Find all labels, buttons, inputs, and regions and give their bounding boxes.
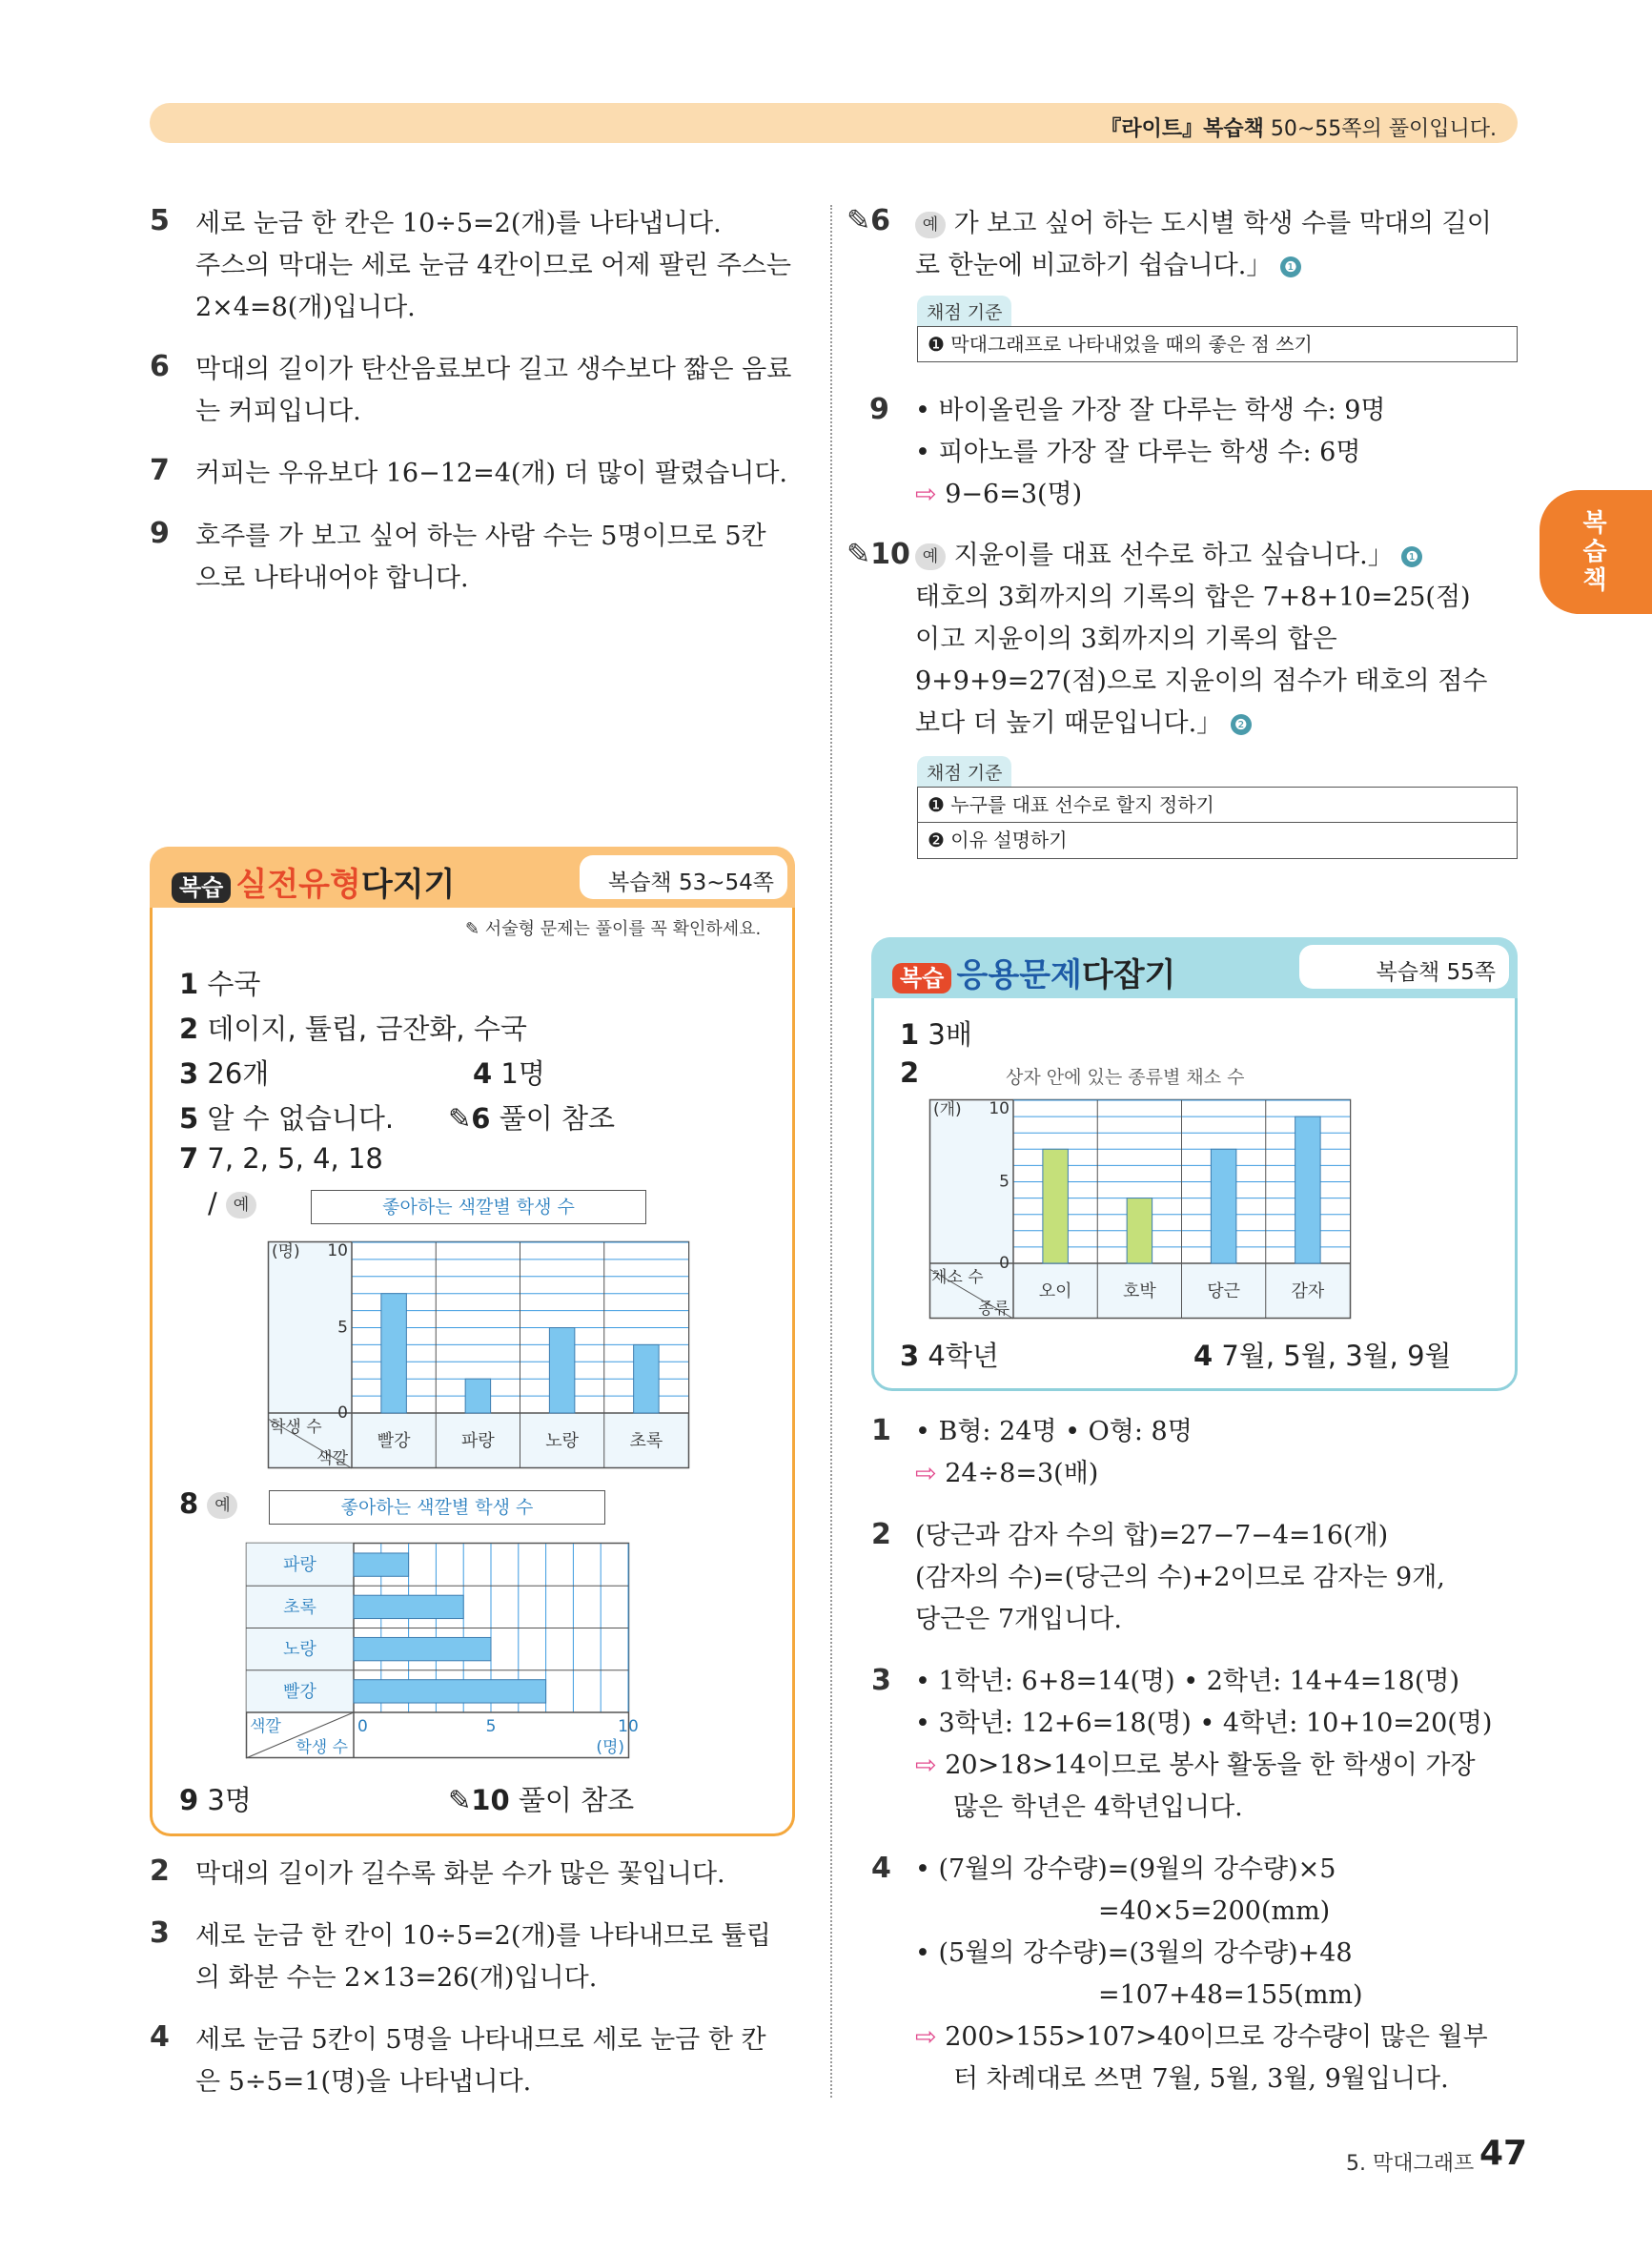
example-badge: 예 (915, 212, 946, 238)
title-part-b: 다지기 (360, 866, 456, 904)
apply-answer-1 (900, 1014, 972, 1053)
answer-value: 풀이 참조 (499, 1102, 615, 1135)
text-line: • (5월의 강수량)=(3월의 강수량)+48 (915, 1938, 1353, 1968)
question-number: 3 (150, 1916, 170, 1950)
question-number: 4 (150, 2020, 170, 2054)
side-tab-char: 책 (1582, 566, 1607, 595)
solution-text (915, 390, 1525, 516)
text-line: 으로 나타내어야 합니다. (195, 563, 469, 593)
text-line: 9+9+9=27(점)으로 지윤이의 점수가 태호의 점수 (915, 666, 1488, 696)
bar-노랑 (549, 1328, 574, 1414)
solution-text (195, 516, 766, 600)
number-text: 10 (870, 538, 910, 571)
text-line: • 1학년: 6+8=14(명) • 2학년: 14+4=18(명) (915, 1667, 1460, 1696)
category-label: 파랑 (460, 1431, 495, 1451)
solution-text (195, 349, 791, 433)
title-part-b: 다잡기 (1081, 956, 1176, 994)
category-label: 빨강 (283, 1681, 316, 1702)
marker-1-icon: ❶ (1401, 546, 1422, 567)
bar-당근 (1211, 1149, 1235, 1263)
apply-answer-2 (900, 1056, 919, 1089)
criteria-tag: 채점 기준 (917, 756, 1011, 788)
corner-top-label: 색깔 (250, 1717, 281, 1736)
solution-text (195, 453, 787, 495)
review-badge: 복습 (172, 872, 231, 903)
bar-파랑 (354, 1553, 409, 1576)
result-text: 200>155>107>40이므로 강수량이 많은 월부 (945, 2022, 1488, 2052)
answer-1 (179, 963, 260, 1002)
answer-number: 3 (900, 1340, 920, 1372)
question-number: 1 (871, 1414, 891, 1447)
text-line: 로 한눈에 비교하기 쉽습니다.」 (915, 251, 1273, 280)
page-ref: 복습책 55쪽 (1299, 945, 1509, 989)
example-badge: 예 (915, 543, 946, 570)
arrow-icon: ⇨ (915, 1751, 937, 1780)
answer-value: 4학년 (928, 1340, 999, 1372)
text-line: 세로 눈금 한 칸이 10÷5=2(개)를 나타내므로 튤립 (195, 1921, 771, 1951)
apply-answer-4 (1193, 1335, 1452, 1374)
text-line: 세로 눈금 5칸이 5명을 나타내므로 세로 눈금 한 칸 (195, 2025, 766, 2055)
answer-value: 풀이 참조 (518, 1784, 635, 1816)
answer-number: 1 (179, 968, 199, 1000)
answer-value: 데이지, 튤립, 금잔화, 수국 (207, 1013, 527, 1045)
question-number: ✎6 (846, 204, 891, 237)
answer-number: 5 (179, 1102, 199, 1135)
y-tick-label: 0 (337, 1403, 348, 1423)
example-badge: 예 (226, 1192, 256, 1219)
text-line: (감자의 수)=(당근의 수)+2이므로 감자는 9개, (915, 1563, 1445, 1592)
answer-number: ✎6 (448, 1102, 491, 1135)
question-number: 4 (871, 1852, 891, 1885)
section-side-tab (1540, 490, 1652, 614)
bar-감자 (1295, 1116, 1320, 1263)
answer-number: 3 (179, 1057, 199, 1090)
category-label: 초록 (629, 1431, 663, 1451)
bar-파랑 (465, 1379, 490, 1413)
criteria-row: ❷ 이유 설명하기 (917, 823, 1518, 859)
column-divider (830, 205, 832, 2098)
text-line: • B형: 24명 • O형: 8명 (915, 1417, 1193, 1446)
answer-value: 7월, 5월, 3월, 9월 (1221, 1340, 1452, 1372)
category-label: 노랑 (545, 1431, 580, 1451)
apply-answer-3 (900, 1335, 999, 1374)
answer-number: 1 (900, 1018, 920, 1051)
x-tick-label: 10 (618, 1717, 639, 1736)
question-number: 7 (150, 454, 170, 487)
corner-top-label: 채소 수 (931, 1268, 984, 1287)
result-text: 20>18>14이므로 봉사 활동을 한 학생이 가장 (945, 1751, 1476, 1780)
marker-2-icon: ❷ (1231, 714, 1252, 735)
answer-value: 3명 (207, 1784, 252, 1816)
solution-text (915, 203, 1525, 287)
marker-1-icon: ❶ (1280, 256, 1301, 277)
arrow-icon: ⇨ (915, 2022, 937, 2052)
question-number: 3 (871, 1664, 891, 1697)
bar-초록 (354, 1595, 463, 1618)
category-label: 호박 (1122, 1281, 1156, 1301)
text-line: =40×5=200(mm) (1098, 1896, 1331, 1926)
question-number: ✎10 (846, 538, 910, 571)
x-unit-label: (명) (596, 1738, 624, 1757)
answer-value: 알 수 없습니다. (207, 1102, 395, 1135)
question-number: 2 (150, 1854, 170, 1888)
question-number: 5 (150, 204, 170, 237)
answer-2 (179, 1008, 527, 1047)
text-line: • (7월의 강수량)=(9월의 강수량)×5 (915, 1854, 1336, 1884)
solution-text (915, 1515, 1525, 1641)
category-label: 오이 (1038, 1281, 1072, 1301)
question-number: 9 (150, 517, 170, 550)
answer-6 (448, 1097, 615, 1137)
solution-text (915, 1661, 1525, 1829)
answer-number: 8 (179, 1487, 199, 1520)
category-label: 노랑 (283, 1639, 316, 1660)
result-text: 많은 학년은 4학년입니다. (953, 1792, 1243, 1822)
category-label: 당근 (1207, 1281, 1241, 1301)
slash-mark: / (208, 1187, 217, 1219)
text-line: 은 5÷5=1(명)을 나타냅니다. (195, 2067, 532, 2097)
arrow-icon: ⇨ (915, 1459, 937, 1488)
solution-text (195, 1854, 725, 1895)
chart-3-vegetables (929, 1099, 1351, 1319)
banner-book: 『라이트』복습책 (1100, 117, 1264, 141)
answer-value: 7, 2, 5, 4, 18 (207, 1142, 383, 1175)
text-line: 주스의 막대는 세로 눈금 4칸이므로 어제 팔린 주스는 (195, 251, 791, 280)
chart-2-favorite-color-horizontal (246, 1543, 639, 1758)
criteria-tag: 채점 기준 (917, 296, 1011, 327)
side-tab-char: 복 (1582, 509, 1607, 538)
y-tick-label: 5 (337, 1318, 348, 1338)
number-text: 6 (870, 204, 891, 237)
text-line: 커피는 우유보다 16−12=4(개) 더 많이 팔렸습니다. (195, 459, 788, 488)
apply-title (892, 949, 1175, 995)
chart-2-title: 좋아하는 색깔별 학생 수 (269, 1490, 605, 1525)
text-line: 보다 더 높기 때문입니다.」 (915, 708, 1223, 738)
answer-10 (448, 1779, 634, 1818)
bar-오이 (1043, 1149, 1068, 1263)
corner-top-label: 학생 수 (270, 1418, 322, 1437)
solution-text (915, 1411, 1525, 1495)
y-unit-label: (명) (272, 1242, 300, 1261)
chart-3-title: 상자 안에 있는 종류별 채소 수 (1006, 1067, 1245, 1088)
question-number: 6 (150, 350, 170, 383)
answer-9 (179, 1779, 252, 1818)
solution-text (915, 1849, 1525, 2100)
answer-number: 2 (179, 1013, 199, 1045)
answer-8 (179, 1487, 237, 1520)
text-line: • 바이올린을 가장 잘 다루는 학생 수: 9명 (915, 396, 1386, 425)
banner-text: 50~55쪽의 풀이입니다. (1263, 117, 1497, 141)
text-line: =107+48=155(mm) (1098, 1980, 1363, 2010)
answer-7 (179, 1142, 383, 1175)
question-number: 9 (869, 393, 889, 426)
chart-1-title: 좋아하는 색깔별 학생 수 (311, 1190, 646, 1224)
text-line: • 3학년: 12+6=18(명) • 4학년: 10+10=20(명) (915, 1709, 1493, 1738)
answer-number: 7 (179, 1142, 199, 1175)
title-part-a: 실전유형 (235, 866, 361, 904)
answer-value: 26개 (207, 1057, 270, 1090)
y-tick-label: 10 (327, 1241, 348, 1260)
corner-bottom-label: 색깔 (316, 1449, 348, 1468)
answer-number: ✎10 (448, 1784, 510, 1816)
text-line: 막대의 길이가 탄산음료보다 길고 생수보다 짧은 음료 (195, 355, 792, 384)
category-label: 파랑 (283, 1555, 316, 1576)
bar-초록 (634, 1344, 659, 1413)
criteria-row: ❶ 누구를 대표 선수로 할지 정하기 (917, 787, 1518, 823)
answer-7-graph-label (208, 1187, 256, 1219)
text-line: 호주를 가 보고 싶어 하는 사람 수는 5명이므로 5칸 (195, 522, 766, 551)
y-unit-label: (개) (933, 1100, 962, 1119)
answer-number: 2 (900, 1056, 920, 1089)
y-tick-label: 0 (999, 1254, 1010, 1273)
answer-4 (473, 1053, 545, 1092)
solution-text (915, 535, 1525, 745)
answer-value: 수국 (207, 968, 261, 1000)
bar-빨강 (354, 1680, 546, 1703)
result-text: 터 차례대로 쓰면 7월, 5월, 3월, 9월입니다. (953, 2064, 1449, 2094)
x-tick-label: 5 (485, 1717, 497, 1736)
corner-bottom-label: 종류 (978, 1300, 1010, 1319)
question-number: 2 (871, 1518, 891, 1551)
side-tab-char: 습 (1582, 538, 1607, 566)
category-label: 감자 (1291, 1281, 1325, 1301)
text-line: 가 보고 싶어 하는 도시별 학생 수를 막대의 길이 (953, 209, 1492, 238)
chapter-label: 5. 막대그래프 (1346, 2152, 1475, 2176)
solution-text (195, 2019, 766, 2103)
answer-3 (179, 1053, 269, 1092)
chart-1-favorite-color (268, 1241, 689, 1468)
y-tick-label: 5 (999, 1172, 1010, 1192)
solution-text (195, 203, 791, 329)
category-label: 초록 (283, 1597, 316, 1618)
answer-number: 9 (179, 1784, 199, 1816)
note-text: ✎ 서술형 문제는 풀이를 꼭 확인하세요. (465, 919, 762, 939)
text-line: 의 화분 수는 2×13=26(개)입니다. (195, 1963, 598, 1993)
answer-value: 1명 (500, 1057, 545, 1090)
category-label: 빨강 (377, 1431, 411, 1451)
answer-5 (179, 1097, 394, 1137)
example-badge: 예 (207, 1492, 237, 1519)
text-line: (당근과 감자 수의 합)=27−7−4=16(개) (915, 1521, 1389, 1550)
text-line: 지윤이를 대표 선수로 하고 싶습니다.」 (953, 541, 1394, 570)
title-part-a: 응용문제 (956, 956, 1082, 994)
practice-title (172, 858, 455, 905)
answer-value: 3배 (928, 1018, 972, 1051)
answer-number: 4 (1193, 1340, 1214, 1372)
criteria-row: ❶ 막대그래프로 나타내었을 때의 좋은 점 쓰기 (917, 326, 1518, 362)
page-range-banner (150, 103, 1518, 143)
bar-노랑 (354, 1637, 491, 1660)
text-line: 막대의 길이가 길수록 화분 수가 많은 꽃입니다. (195, 1859, 725, 1889)
page-ref: 복습책 53~54쪽 (580, 855, 787, 899)
y-tick-label: 10 (989, 1099, 1010, 1118)
text-line: 는 커피입니다. (195, 397, 361, 426)
result-text: 9−6=3(명) (945, 480, 1083, 509)
solution-text (195, 1915, 771, 1999)
corner-bottom-label: 학생 수 (296, 1738, 348, 1757)
x-tick-label: 0 (357, 1717, 368, 1736)
result-text: 24÷8=3(배) (945, 1459, 1099, 1488)
bar-빨강 (381, 1294, 406, 1413)
review-badge: 복습 (892, 963, 951, 993)
text-line: 이고 지윤이의 3회까지의 기록의 합은 (915, 625, 1337, 654)
text-line: 태호의 3회까지의 기록의 합은 7+8+10=25(점) (915, 583, 1471, 612)
arrow-icon: ⇨ (915, 480, 937, 509)
text-line: 2×4=8(개)입니다. (195, 293, 416, 322)
page-number: 47 (1479, 2134, 1528, 2173)
answer-number: 4 (473, 1057, 493, 1090)
bar-호박 (1127, 1198, 1152, 1263)
text-line: • 피아노를 가장 잘 다루는 학생 수: 6명 (915, 438, 1361, 467)
text-line: 세로 눈금 한 칸은 10÷5=2(개)를 나타냅니다. (195, 209, 722, 238)
text-line: 당근은 7개입니다. (915, 1605, 1122, 1634)
